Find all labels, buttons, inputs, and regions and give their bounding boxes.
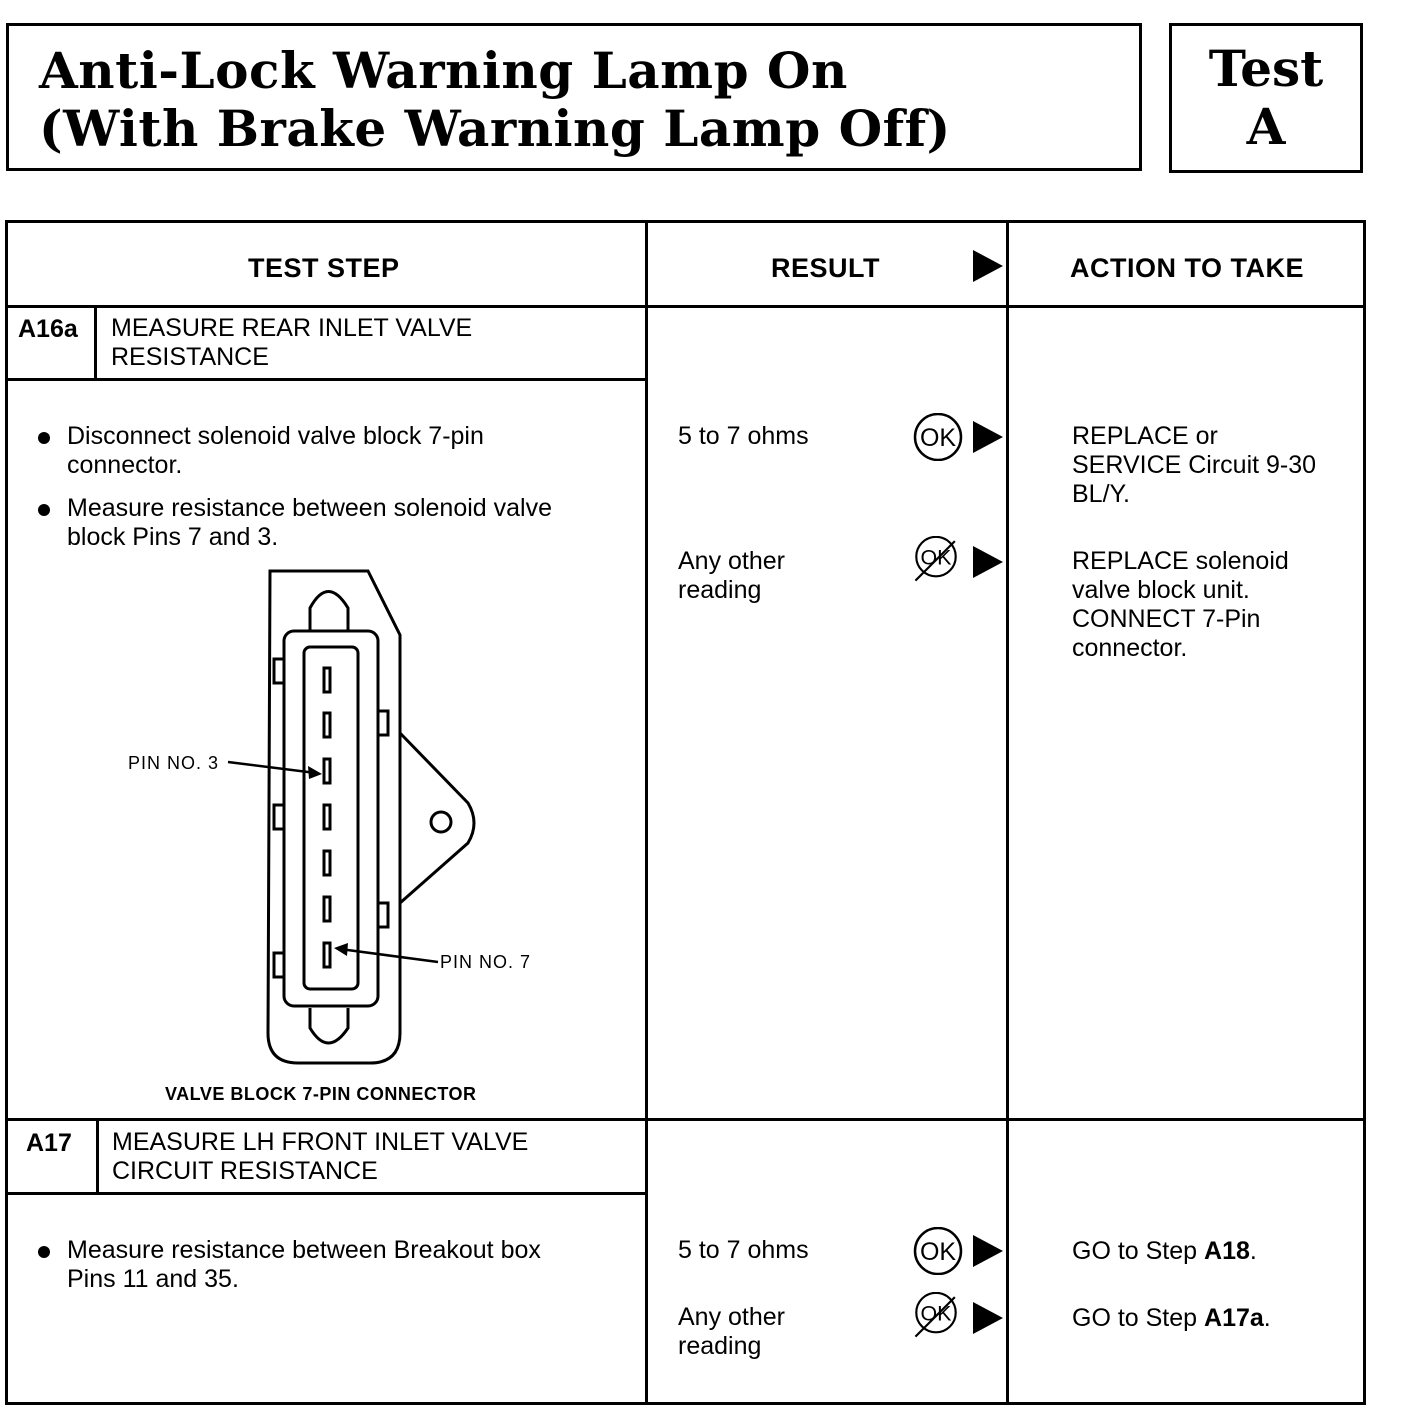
pin-3-label: PIN NO. 3 (128, 753, 220, 773)
step-bullet: Disconnect solenoid valve block 7-pin connector. (67, 422, 484, 479)
page-title (39, 42, 951, 158)
action-step-ref: A18 (1204, 1237, 1250, 1265)
header-test-step: TEST STEP (248, 253, 400, 283)
diagnostic-table (5, 220, 1366, 1405)
header-divider (8, 305, 1363, 308)
right-triangle-arrow-icon (973, 1235, 1003, 1267)
result-text: Any other reading (678, 1303, 786, 1360)
test-label: Test (1208, 39, 1324, 98)
ok-circle-icon (912, 1227, 964, 1275)
result-text: 5 to 7 ohms (678, 1236, 809, 1264)
title-line-2: (With Brake Warning Lamp Off) (39, 99, 951, 158)
right-triangle-arrow-icon (973, 421, 1003, 453)
svg-text:OK: OK (920, 545, 952, 570)
pin-7-label: PIN NO. 7 (440, 952, 532, 972)
ok-crossed-circle-icon (910, 536, 962, 584)
action-step-ref: A17a (1204, 1304, 1264, 1332)
action-text: GO to Step A18. (1072, 1237, 1257, 1265)
bullet-icon (38, 1246, 50, 1258)
result-text: 5 to 7 ohms (678, 422, 809, 450)
right-triangle-arrow-icon (973, 1302, 1003, 1334)
step-bullet: Measure resistance between Breakout box Pins 11 and 35. (67, 1236, 541, 1293)
header-result: RESULT (771, 253, 880, 283)
action-text: GO to Step A17a. (1072, 1304, 1271, 1332)
right-triangle-arrow-icon (973, 546, 1003, 578)
right-triangle-arrow-icon (973, 250, 1003, 282)
test-id-box (1169, 23, 1363, 173)
title-line-1: Anti-Lock Warning Lamp On (39, 41, 848, 100)
column-divider (1006, 223, 1009, 1402)
column-divider (645, 223, 648, 1402)
result-text: Any other reading (678, 547, 786, 604)
valve-block-connector-diagram (108, 553, 558, 1073)
bullet-icon (38, 432, 50, 444)
diagram-caption: VALVE BLOCK 7-PIN CONNECTOR (165, 1084, 477, 1104)
svg-text:OK: OK (920, 1301, 952, 1326)
step-title: MEASURE LH FRONT INLET VALVE CIRCUIT RESISTANCE (112, 1128, 529, 1185)
action-text: REPLACE or SERVICE Circuit 9-30 BL/Y. (1072, 422, 1317, 508)
header-action: ACTION TO TAKE (1070, 253, 1304, 283)
page-title-box (6, 23, 1142, 171)
step-divider (8, 1118, 1363, 1121)
step-id: A17 (26, 1129, 72, 1157)
svg-text:OK: OK (919, 1238, 957, 1266)
test-id: A (1246, 97, 1286, 156)
action-text: REPLACE solenoid valve block unit. CONNECT 7-Pin connector. (1072, 547, 1289, 662)
step-title: MEASURE REAR INLET VALVE RESISTANCE (111, 314, 473, 371)
step-title-divider (8, 1192, 645, 1195)
step-id-divider (96, 1118, 99, 1192)
ok-circle-icon (912, 413, 964, 461)
ok-crossed-circle-icon (910, 1292, 962, 1340)
step-title-divider (8, 378, 645, 381)
step-id: A16a (18, 315, 78, 343)
step-id-divider (94, 305, 97, 378)
step-bullet: Measure resistance between solenoid valve block Pins 7 and 3. (67, 494, 552, 551)
bullet-icon (38, 504, 50, 516)
svg-text:OK: OK (919, 424, 957, 452)
